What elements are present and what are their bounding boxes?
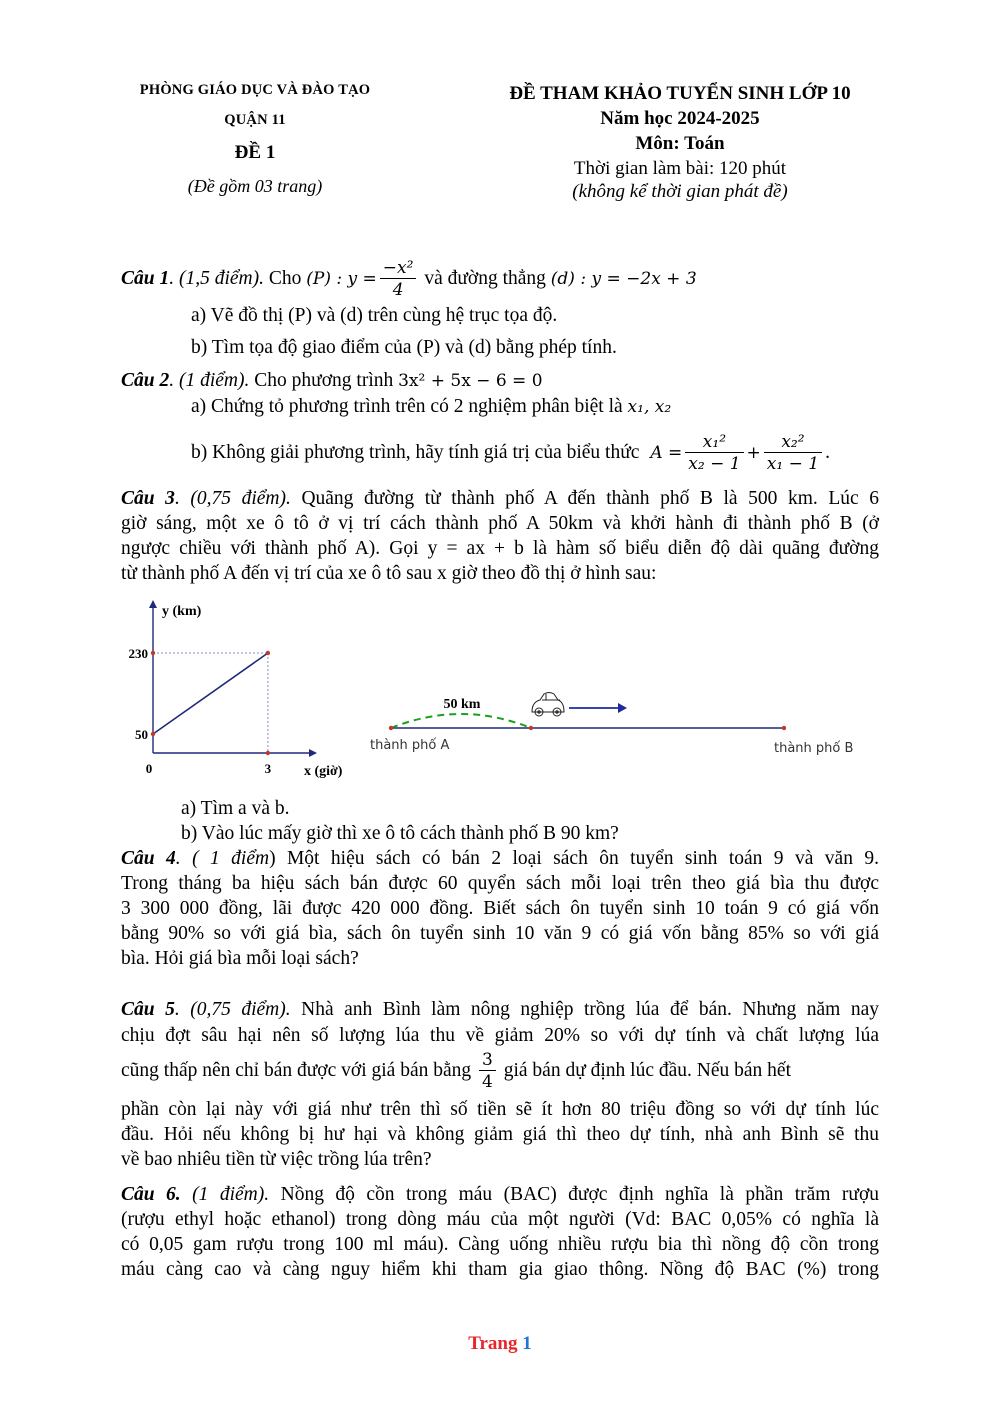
time-limit: Thời gian làm bài: 120 phút <box>573 158 787 179</box>
question-3-line-1: Câu 3. (0,75 điểm). Quãng đường từ thành phố A đến thành phố B là 500 km. Lúc 6 <box>121 488 879 509</box>
question-1-intro: Cho <box>268 267 302 289</box>
question-6-line-4: máu càng cao và càng nguy hiểm khi tham gia giao thông. Nồng độ BAC (%) trong <box>121 1259 879 1280</box>
page-label: Trang <box>468 1333 518 1354</box>
question-6-line-3: có 0,05 gam rượu trong 100 ml máu). Càng uống nhiều rượu bia thì nồng độ cồn trong <box>121 1234 879 1255</box>
data-point-1 <box>266 651 270 655</box>
question-4-line-2: Trong tháng ba hiệu sách bán được 60 quyển sách mỗi loại trên theo giá bìa thu được <box>121 873 879 894</box>
parabola-definition: (P) : y = <box>306 268 377 289</box>
route-illustration <box>360 680 880 770</box>
question-4-line-4: bằng 90% so với giá bìa, sách ôn tuyển sinh 10 văn 9 có giá vốn bằng 85% so với giá <box>121 923 879 944</box>
question-5-line-4: phần còn lại này với giá như trên thì số tiền sẽ ít hơn 80 triệu đồng so với dự tính lúc <box>121 1099 879 1120</box>
school-year: Năm học 2024-2025 <box>600 108 760 129</box>
question-1-label: Câu 1 <box>121 267 170 289</box>
exam-title: ĐỀ THAM KHẢO TUYỂN SINH LỚP 10 <box>509 83 851 104</box>
question-4-line-5: bìa. Hỏi giá bìa mỗi loại sách? <box>121 948 359 969</box>
x-tick-label-0: 0 <box>145 761 153 776</box>
city-a-label: thành phố A <box>370 738 450 753</box>
question-6-line-1: Câu 6. (1 điểm). Nồng độ cồn trong máu (BAC) được định nghĩa là phần trăm rượu <box>121 1184 880 1205</box>
distance-label: 50 km <box>443 697 481 712</box>
question-6-label: Câu 6. <box>121 1184 181 1205</box>
question-1a: a) Vẽ đồ thị (P) và (d) trên cùng hệ trục tọa độ. <box>191 305 558 326</box>
question-4-points: ( 1 điểm <box>192 848 270 869</box>
question-4-label: Câu 4 <box>121 848 176 869</box>
line-definition: (d) : y = −2x + 3 <box>550 268 697 289</box>
question-1-mid: và đường thẳng <box>424 267 546 289</box>
car-start-point <box>529 726 533 730</box>
question-3-points: (0,75 điểm). <box>190 488 291 509</box>
data-point-0 <box>151 732 155 736</box>
question-3-label: Câu 3 <box>121 488 175 509</box>
question-3-line-3: ngược chiều với thành phố A). Gọi y = ax + b là hàm số biểu diễn độ dài quãng đường <box>121 538 879 559</box>
question-5-label: Câu 5 <box>121 999 175 1020</box>
question-1b: b) Tìm tọa độ giao điểm của (P) và (d) bằng phép tính. <box>191 337 617 358</box>
question-2-label: Câu 2 <box>121 370 170 391</box>
roots-notation: x₁, x₂ <box>627 397 672 417</box>
question-6-line-2: (rượu ethyl hoặc ethanol) trong dòng máu của một người (Vd: BAC 0,05% có nghĩa là <box>121 1209 879 1230</box>
question-5-line-1: Câu 5. (0,75 điểm). Nhà anh Bình làm nông nghiệp trồng lúa để bán. Nhưng năm nay <box>121 999 879 1020</box>
question-1-points: (1,5 điểm). <box>178 267 265 289</box>
department-name: PHÒNG GIÁO DỤC VÀ ĐÀO TẠO <box>139 82 371 98</box>
subject: Môn: Toán <box>635 133 725 154</box>
page-footer <box>0 1333 1000 1355</box>
y-axis-arrow <box>149 600 157 608</box>
y-tick-label-50: 50 <box>135 727 148 742</box>
question-3a: a) Tìm a và b. <box>181 798 290 819</box>
y-tick-label-230: 230 <box>128 646 148 661</box>
x-tick-point-3 <box>266 751 270 755</box>
page-count: (Đề gồm 03 trang) <box>187 176 323 196</box>
question-5-line-3: cũng thấp nên chỉ bán được với giá bán bằng $\frac{3}{4}$ giá bán dự định lúc đầu. Nếu bán hết <box>121 1050 792 1093</box>
question-3-line-2: giờ sáng, một xe ô tô ở vị trí cách thành phố A 50km và khởi hành đi thành phố B (ở <box>121 513 879 534</box>
page-number: 1 <box>522 1333 532 1354</box>
parabola-fraction: $\frac{\text{−x²}}{4}$ <box>380 258 417 301</box>
distance-arc <box>391 714 531 728</box>
y-axis-label: y (km) <box>162 604 202 619</box>
city-b-label: thành phố B <box>774 741 854 756</box>
expression-fraction-2: $\frac{\text{x₂²}}{\text{x₁ − 1}}$ <box>764 432 822 475</box>
question-2: Câu 2. (1 điểm). Cho phương trình 3x² + 5x − 6 = 0 <box>121 370 543 391</box>
question-5-line-5: đầu. Hỏi nếu không bị hư hại và không giảm giá thì theo dự tính, nhà anh Bình sẽ thu <box>121 1124 879 1145</box>
question-2b: b) Không giải phương trình, hãy tính giá trị của biểu thức A = $\frac{\text{x₁²}}{\text{x₂ − 1}}$ + $\frac{\text{x₂²}}{\text{x₁ − 1}}$ . <box>191 432 830 475</box>
x-tick-label-3: 3 <box>264 761 272 776</box>
x-axis-arrow <box>309 749 317 757</box>
direction-arrow-icon <box>569 703 627 713</box>
question-5-points: (0,75 điểm). <box>190 999 291 1020</box>
x-axis-label: x (giờ) <box>304 764 343 779</box>
question-5-line-6: về bao nhiêu tiền từ việc trồng lúa trên? <box>121 1149 432 1170</box>
expression-fraction-1: $\frac{\text{x₁²}}{\text{x₂ − 1}}$ <box>685 432 743 475</box>
exam-code: ĐỀ 1 <box>234 142 276 163</box>
question-6-points: (1 điểm). <box>192 1184 270 1205</box>
question-3b: b) Vào lúc mấy giờ thì xe ô tô cách thành phố B 90 km? <box>181 823 619 844</box>
distance-time-chart <box>115 596 365 786</box>
y-tick-point-230 <box>151 651 155 655</box>
time-note: (không kể thời gian phát đề) <box>572 181 788 202</box>
question-5-line-2: chịu đợt sâu hại nên số lượng lúa thu về giảm 20% so với dự tính và chất lượng lúa <box>121 1025 879 1046</box>
series-line <box>153 653 268 734</box>
quadratic-equation: 3x² + 5x − 6 = 0 <box>398 371 543 391</box>
district-name: QUẬN 11 <box>224 112 286 128</box>
price-fraction: $\frac{3}{4}$ <box>479 1050 496 1093</box>
question-4-line-3: 3 300 000 đồng, lãi được 420 000 đồng. Biết sách ôn tuyển sinh 10 toán 9 có giá vốn <box>121 898 879 919</box>
question-1: Câu 1. (1,5 điểm). Cho (P) : y = $\frac{\text{−x²}}{4}$ và đường thẳng (d) : y = −2x + 3 <box>121 258 697 300</box>
question-2a: a) Chứng tỏ phương trình trên có 2 nghiệm phân biệt là x₁, x₂ <box>191 396 672 417</box>
question-4-line-1: Câu 4. ( 1 điểm) Một hiệu sách có bán 2 loại sách ôn tuyển sinh toán 9 và văn 9. <box>121 848 879 869</box>
question-2-intro: Cho phương trình <box>254 370 394 391</box>
city-b-point <box>782 726 786 730</box>
question-2-points: (1 điểm). <box>178 370 250 391</box>
car-icon <box>532 693 564 717</box>
question-3-line-4: từ thành phố A đến vị trí của xe ô tô sau x giờ theo đồ thị ở hình sau: <box>121 563 657 584</box>
city-a-point <box>389 726 393 730</box>
